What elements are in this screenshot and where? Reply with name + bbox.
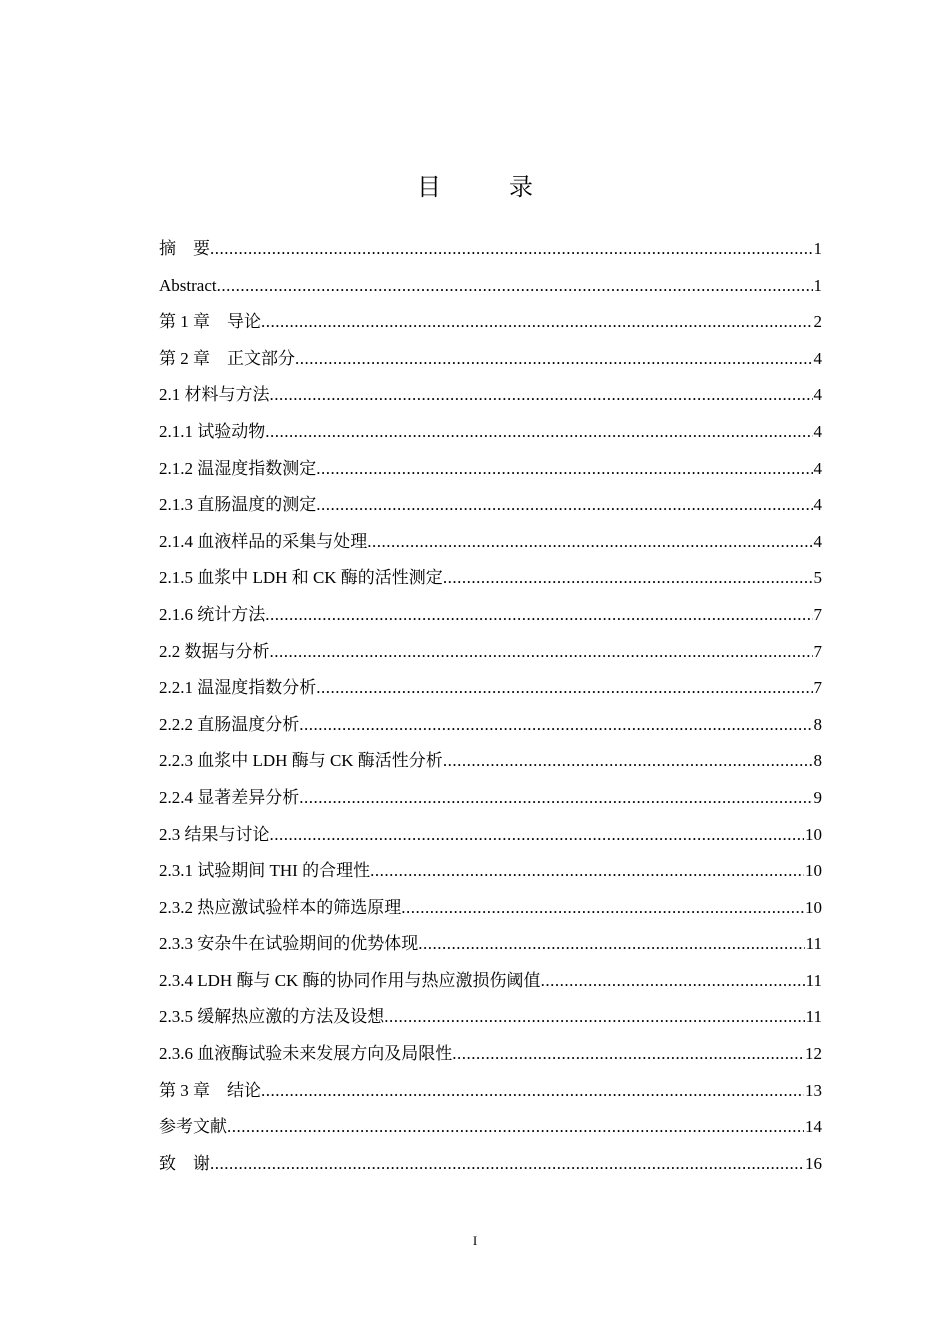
toc-entry[interactable] [159, 341, 822, 378]
toc-leader-dots [443, 743, 813, 780]
toc-entry-page: 4 [813, 495, 822, 515]
toc-entry[interactable] [159, 926, 822, 963]
toc-entry[interactable] [159, 524, 822, 561]
toc-entry-page: 8 [813, 751, 822, 771]
toc-entry-label: 第 1 章 导论 [159, 312, 261, 332]
toc-entry-page: 10 [805, 897, 822, 917]
toc-entry-page: 7 [813, 604, 822, 624]
toc-leader-dots [367, 524, 812, 561]
page-number: I [472, 1233, 478, 1248]
toc-entry[interactable] [159, 414, 822, 451]
toc-entry-page: 4 [813, 421, 822, 441]
toc-entry[interactable] [159, 890, 822, 927]
toc-leader-dots [452, 1036, 804, 1073]
toc-entry-label: 2.2.4 显著差异分析 [159, 787, 300, 807]
toc-entry-label: 2.1.1 试验动物 [159, 421, 266, 441]
toc-entry-page: 7 [813, 641, 822, 661]
toc-leader-dots [261, 304, 813, 341]
toc-entry-label: 第 3 章 结论 [159, 1080, 261, 1100]
toc-leader-dots [265, 414, 812, 451]
toc-entry-label: 2.2 数据与分析 [159, 641, 270, 661]
toc-entry[interactable] [159, 268, 822, 305]
toc-leader-dots [265, 597, 812, 634]
toc-list [159, 231, 822, 1182]
toc-leader-dots [316, 451, 812, 488]
toc-entry-label: 2.3.3 安杂牛在试验期间的优势体现 [159, 934, 419, 954]
toc-entry-page: 1 [813, 239, 822, 258]
toc-leader-dots [295, 341, 813, 378]
toc-leader-dots [270, 377, 813, 414]
toc-entry[interactable] [159, 1073, 822, 1110]
toc-entry[interactable] [159, 780, 822, 817]
toc-entry-label: 2.3.6 血液酶试验未来发展方向及局限性 [159, 1044, 453, 1064]
toc-entry-page: 4 [813, 385, 822, 405]
toc-entry-label: 2.1.5 血浆中 LDH 和 CK 酶的活性测定 [159, 568, 443, 588]
toc-entry-page: 4 [813, 458, 822, 478]
toc-entry-label: 2.3.2 热应激试验样本的筛选原理 [159, 897, 402, 917]
toc-entry-label: 2.1.4 血液样品的采集与处理 [159, 531, 368, 551]
toc-leader-dots [299, 707, 812, 744]
toc-entry[interactable] [159, 231, 822, 268]
toc-entry[interactable] [159, 963, 822, 1000]
toc-entry-label: 2.1 材料与方法 [159, 385, 270, 405]
toc-entry[interactable] [159, 451, 822, 488]
toc-entry-page: 1 [813, 275, 822, 295]
toc-leader-dots [384, 999, 804, 1036]
toc-entry-page: 14 [805, 1117, 822, 1137]
toc-leader-dots [418, 926, 804, 963]
toc-entry[interactable] [159, 707, 822, 744]
toc-entry-page: 2 [813, 312, 822, 332]
toc-leader-dots [270, 634, 813, 671]
toc-entry[interactable] [159, 597, 822, 634]
toc-entry[interactable] [159, 1036, 822, 1073]
toc-entry-page: 10 [805, 824, 822, 844]
toc-title: 目 录 [417, 173, 555, 201]
toc-entry-label: 2.2.2 直肠温度分析 [159, 714, 300, 734]
toc-entry-label: 2.2.3 血浆中 LDH 酶与 CK 酶活性分析 [159, 751, 443, 771]
toc-entry-label: 2.1.3 直肠温度的测定 [159, 495, 317, 515]
toc-entry-page: 11 [805, 1007, 822, 1027]
toc-entry[interactable] [159, 999, 822, 1036]
toc-entry-label: 致 谢 [159, 1153, 210, 1173]
toc-leader-dots [227, 1109, 804, 1146]
toc-entry[interactable] [159, 560, 822, 597]
toc-entry-label: 2.1.6 统计方法 [159, 604, 266, 624]
toc-entry-page: 11 [805, 970, 822, 990]
toc-entry[interactable] [159, 487, 822, 524]
toc-entry-page: 7 [813, 678, 822, 698]
toc-leader-dots [316, 487, 812, 524]
toc-entry-page: 13 [805, 1080, 822, 1100]
toc-leader-dots [541, 963, 805, 1000]
toc-leader-dots [370, 853, 804, 890]
toc-leader-dots [210, 1146, 804, 1183]
toc-entry-label: 2.2.1 温湿度指数分析 [159, 678, 317, 698]
toc-leader-dots [299, 780, 812, 817]
toc-entry[interactable] [159, 817, 822, 854]
toc-entry-label: 2.3.1 试验期间 THI 的合理性 [159, 861, 371, 881]
toc-entry-page: 11 [805, 934, 822, 954]
toc-leader-dots [261, 1073, 804, 1110]
toc-entry[interactable] [159, 743, 822, 780]
toc-entry-label: 摘 要 [159, 239, 210, 258]
toc-entry[interactable] [159, 1146, 822, 1183]
toc-entry-page: 4 [813, 531, 822, 551]
toc-entry-label: 参考文献 [159, 1117, 227, 1137]
toc-entry-page: 5 [813, 568, 822, 588]
toc-entry-page: 4 [813, 348, 822, 368]
toc-entry-page: 8 [813, 714, 822, 734]
toc-leader-dots [270, 817, 805, 854]
toc-leader-dots [217, 268, 813, 305]
toc-entry-label: 2.3 结果与讨论 [159, 824, 270, 844]
toc-entry-page: 16 [805, 1153, 822, 1173]
toc-entry-page: 9 [813, 787, 822, 807]
toc-entry[interactable] [159, 634, 822, 671]
toc-entry-page: 12 [805, 1044, 822, 1064]
toc-entry-label: 2.1.2 温湿度指数测定 [159, 458, 317, 478]
toc-entry[interactable] [159, 304, 822, 341]
toc-entry-page: 10 [805, 861, 822, 881]
toc-entry[interactable] [159, 1109, 822, 1146]
toc-entry[interactable] [159, 853, 822, 890]
toc-leader-dots [443, 560, 813, 597]
toc-entry[interactable] [159, 377, 822, 414]
toc-leader-dots [401, 890, 804, 927]
toc-entry-label: 第 2 章 正文部分 [159, 348, 295, 368]
toc-entry-label: Abstract [159, 275, 217, 295]
toc-entry-label: 2.3.5 缓解热应激的方法及设想 [159, 1007, 385, 1027]
toc-leader-dots [210, 231, 813, 268]
toc-leader-dots [316, 670, 812, 707]
toc-entry-label: 2.3.4 LDH 酶与 CK 酶的协同作用与热应激损伤阈值 [159, 970, 541, 990]
toc-entry[interactable] [159, 670, 822, 707]
